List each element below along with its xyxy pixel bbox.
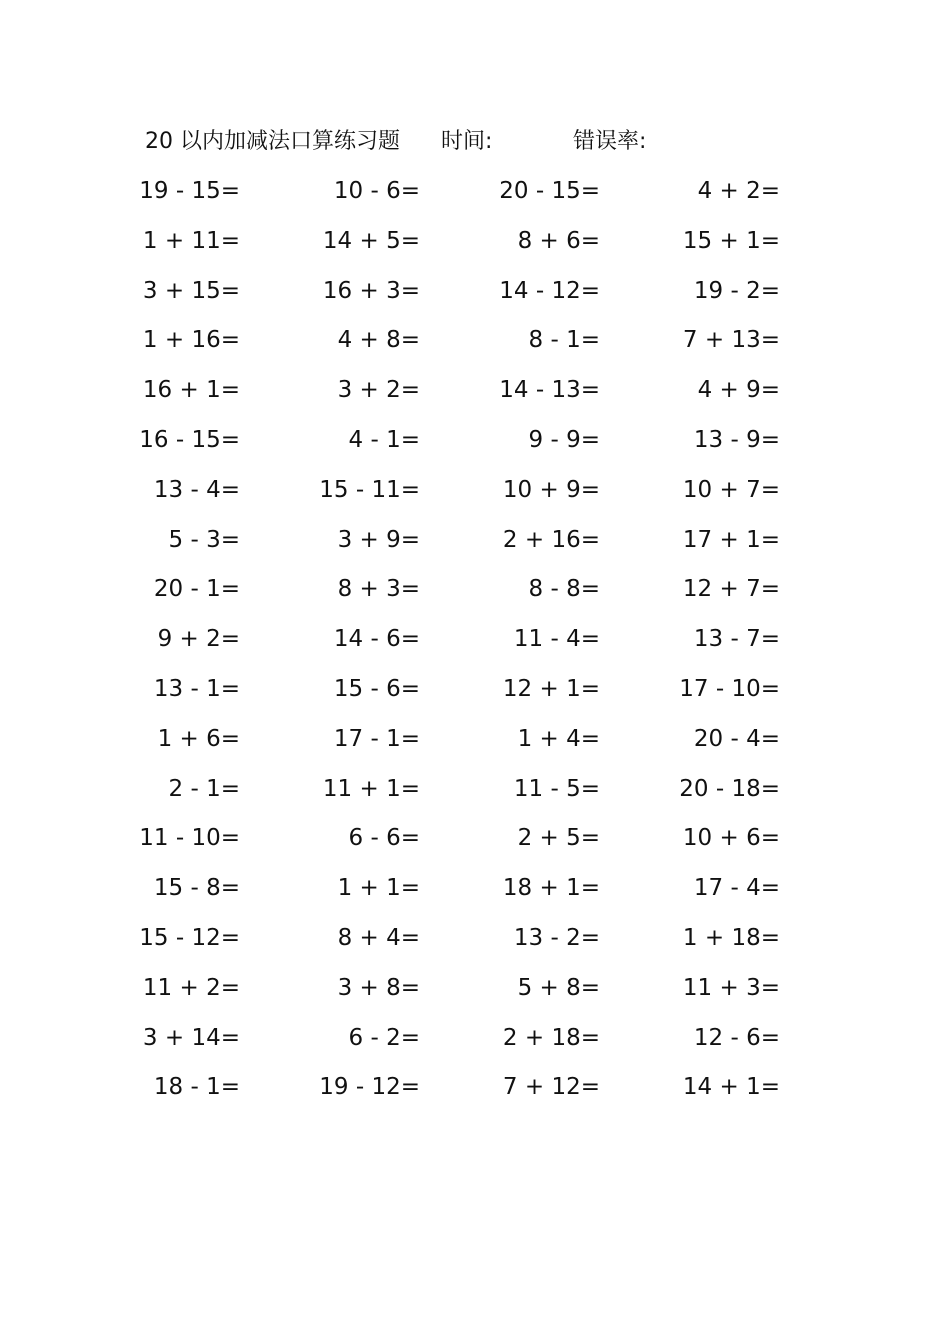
problem-row [0, 719, 950, 759]
problem-cell: 14 - 12= [499, 277, 600, 304]
problem-cell: 13 - 7= [693, 626, 780, 653]
problem-cell: 4 - 1= [348, 427, 420, 453]
problem-cell: 10 + 9= [502, 476, 600, 503]
problem-cell: 2 + 5= [517, 825, 600, 852]
problem-cell: 1 + 4= [517, 725, 600, 752]
problem-row [0, 320, 950, 360]
problem-cell: 2 + 18= [502, 1024, 600, 1051]
problem-cell: 11 - 4= [513, 626, 600, 653]
problem-cell: 20 - 18= [679, 775, 780, 802]
problem-cell: 16 + 1= [142, 377, 240, 404]
problem-cell: 13 - 1= [153, 676, 240, 702]
problem-row [0, 520, 950, 560]
problem-cell: 17 - 10= [679, 676, 780, 702]
problem-cell: 1 + 16= [142, 327, 240, 354]
problem-cell: 10 - 6= [333, 178, 420, 204]
problem-cell: 8 + 3= [337, 576, 420, 603]
problem-cell: 11 - 5= [513, 775, 600, 802]
problem-cell: 4 + 8= [337, 327, 420, 354]
problem-cell: 17 - 1= [333, 725, 420, 752]
problem-cell: 15 - 6= [333, 676, 420, 702]
error-rate-label: 错误率: [573, 129, 647, 154]
problem-cell: 5 - 3= [168, 526, 240, 553]
problem-cell: 15 - 11= [319, 476, 420, 503]
problem-cell: 9 + 2= [157, 626, 240, 653]
problem-cell: 3 + 2= [337, 377, 420, 404]
problem-cell: 2 + 16= [502, 526, 600, 553]
problem-cell: 20 - 1= [153, 576, 240, 603]
problem-cell: 13 - 2= [513, 925, 600, 951]
problem-cell: 6 - 2= [348, 1024, 420, 1051]
problem-cell: 6 - 6= [348, 825, 420, 852]
problem-cell: 14 + 5= [322, 227, 420, 254]
problem-cell: 16 + 3= [322, 277, 420, 304]
problem-cell: 15 - 8= [153, 875, 240, 902]
problem-row [0, 918, 950, 958]
worksheet-title: 20 以内加减法口算练习题 [145, 129, 400, 154]
problem-cell: 4 + 9= [697, 377, 780, 404]
problem-cell: 20 - 4= [693, 725, 780, 752]
problem-cell: 15 - 12= [139, 925, 240, 951]
problem-row [0, 470, 950, 510]
problem-cell: 11 + 3= [682, 974, 780, 1001]
problem-cell: 9 - 9= [528, 427, 600, 453]
problem-row [0, 769, 950, 809]
problem-cell: 8 + 4= [337, 925, 420, 951]
problem-cell: 1 + 1= [337, 875, 420, 902]
problem-cell: 7 + 12= [502, 1074, 600, 1101]
problem-cell: 2 - 1= [168, 775, 240, 802]
problem-cell: 17 - 4= [693, 875, 780, 902]
problem-row [0, 370, 950, 410]
problem-row [0, 420, 950, 460]
problem-cell: 3 + 8= [337, 974, 420, 1001]
problem-row [0, 968, 950, 1008]
problem-cell: 17 + 1= [682, 526, 780, 553]
problem-cell: 3 + 15= [142, 277, 240, 304]
problem-cell: 18 - 1= [153, 1074, 240, 1101]
problem-cell: 3 + 9= [337, 526, 420, 553]
problem-cell: 8 + 6= [517, 227, 600, 254]
problem-cell: 11 + 1= [322, 775, 420, 802]
problem-row [0, 271, 950, 311]
problem-cell: 10 + 7= [682, 476, 780, 503]
problem-cell: 12 - 6= [693, 1024, 780, 1051]
problem-cell: 7 + 13= [682, 327, 780, 354]
problem-cell: 1 + 11= [142, 227, 240, 254]
problem-cell: 19 - 2= [693, 277, 780, 304]
problem-row [0, 171, 950, 211]
problem-cell: 11 - 10= [139, 825, 240, 852]
problem-cell: 18 + 1= [502, 875, 600, 902]
problem-cell: 3 + 14= [142, 1024, 240, 1051]
problem-row [0, 818, 950, 858]
problem-cell: 11 + 2= [142, 974, 240, 1001]
problem-cell: 14 - 6= [333, 626, 420, 653]
problem-cell: 13 - 9= [693, 427, 780, 453]
problem-cell: 13 - 4= [153, 476, 240, 503]
problem-row [0, 221, 950, 261]
problem-cell: 8 - 8= [528, 576, 600, 603]
problem-row [0, 1018, 950, 1058]
problem-row [0, 669, 950, 709]
problem-row [0, 1067, 950, 1107]
problem-cell: 12 + 7= [682, 576, 780, 603]
problem-cell: 1 + 6= [157, 725, 240, 752]
problem-cell: 19 - 12= [319, 1074, 420, 1101]
problem-cell: 16 - 15= [139, 427, 240, 453]
problem-row [0, 569, 950, 609]
problem-cell: 14 + 1= [682, 1074, 780, 1101]
problem-cell: 5 + 8= [517, 974, 600, 1001]
problem-cell: 10 + 6= [682, 825, 780, 852]
problem-row [0, 868, 950, 908]
problem-cell: 8 - 1= [528, 327, 600, 354]
problem-cell: 12 + 1= [502, 676, 600, 702]
problem-cell: 20 - 15= [499, 178, 600, 204]
time-label: 时间: [441, 129, 493, 154]
problem-cell: 14 - 13= [499, 377, 600, 404]
problem-cell: 4 + 2= [697, 178, 780, 204]
problem-cell: 1 + 18= [682, 925, 780, 951]
problem-cell: 15 + 1= [682, 227, 780, 254]
problem-cell: 19 - 15= [139, 178, 240, 204]
problem-row [0, 619, 950, 659]
